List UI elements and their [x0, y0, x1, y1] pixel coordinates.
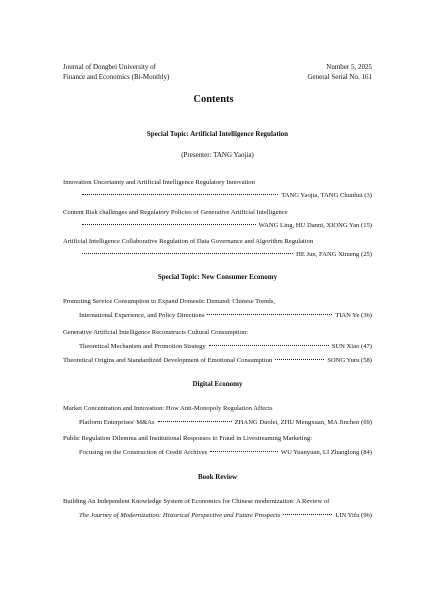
issue-info: [307, 62, 372, 82]
article-title[interactable]: Innovation Uncertainty and Artificial Intelligence Regulatory Innovation: [63, 179, 255, 186]
article-title-cont[interactable]: The Journey of Modernization: Historical Perspective and Future Prospects: [79, 512, 281, 519]
article-title-cont[interactable]: Platform Enterprises' M&As: [79, 419, 155, 426]
dot-leader: [207, 313, 332, 315]
toc-entry: [79, 312, 372, 319]
dot-leader: [82, 223, 256, 225]
article-title-cont[interactable]: Theoretical Mechanism and Promotion Strategy: [79, 343, 206, 350]
article-title[interactable]: Market Concentration and Innovation: How Anti-Monopoly Regulation Affects: [63, 405, 273, 412]
article-title[interactable]: Promoting Service Consumption to Expand Domestic Demand: Chinese Trends,: [63, 298, 275, 305]
article-authors: SUN Xiao (47): [331, 343, 372, 350]
dot-leader: [283, 513, 332, 515]
dot-leader: [210, 450, 278, 452]
toc-entry: [79, 251, 372, 258]
journal-name: [63, 62, 169, 82]
article-authors: ZHANG Duolei, ZHU Mengxuan, MA Jinchen (69): [234, 419, 372, 426]
article-authors: WANG Ling, HU Danni, XIONG Yan (15): [258, 222, 372, 229]
toc-entry: [79, 343, 372, 350]
dot-leader: [82, 252, 293, 254]
journal-name-line1: Journal of Dongbei University of: [63, 63, 156, 71]
toc-entry: [79, 192, 372, 199]
toc-entry: [79, 419, 372, 426]
section-heading-book-review: Book Review: [197, 473, 238, 481]
article-title[interactable]: Generative Artificial Intelligence Reconstructs Cultural Consumption:: [63, 329, 249, 336]
article-title[interactable]: Public Regulation Dilemma and Institutional Responses to Fraud in Livestreaming Marketing:: [63, 435, 313, 442]
article-authors: TANG Yaojia, TANG Chunhui (3): [281, 192, 372, 199]
section-heading-ai-regulation: Special Topic: Artificial Intelligence Regulation: [146, 130, 289, 138]
journal-name-line2: Finance and Economics (Bi-Monthly): [63, 73, 170, 81]
article-authors: LIN Yifu (96): [335, 512, 372, 519]
page-title: Contents: [193, 94, 234, 105]
toc-entry: [79, 449, 372, 456]
article-title[interactable]: Building An Independent Knowledge System of Economics for Chinese modernization: A Review of: [63, 498, 330, 505]
article-authors: TIAN Ye (36): [335, 312, 372, 319]
section-heading-digital-economy: Digital Economy: [192, 380, 243, 388]
issue-number: Number 5, 2025: [326, 63, 372, 71]
decorative-divider: [63, 114, 372, 118]
toc-entry: [79, 512, 372, 519]
article-authors: HE Jun, FANG Ximeng (25): [296, 251, 372, 258]
serial-number: General Serial No. 161: [307, 73, 372, 81]
article-title-cont[interactable]: International Experience, and Policy Directions: [79, 312, 205, 319]
article-title-cont[interactable]: Focusing on the Construction of Credit Archives: [79, 449, 208, 456]
dot-leader: [82, 193, 278, 195]
article-authors: WU Yuanyuan, LI Zhanglong (84): [280, 449, 372, 456]
dot-leader: [158, 420, 232, 422]
dot-leader: [275, 358, 324, 360]
section-presenter: (Presenter: TANG Yaojia): [181, 151, 254, 159]
section-heading-consumer-economy: Special Topic: New Consumer Economy: [157, 273, 278, 281]
toc-entry: [63, 357, 372, 364]
dot-leader: [209, 344, 329, 346]
article-title[interactable]: Artificial Intelligence Collaborative Regulation of Data Governance and Algorithm Regulation: [63, 238, 314, 245]
article-authors: SONG Yuru (58): [327, 357, 372, 364]
toc-entry: [79, 222, 372, 229]
article-title[interactable]: Content Risk challenges and Regulatory Policies of Generative Artificial Intelligence: [63, 209, 288, 216]
article-title[interactable]: Theoretical Origins and Standardized Development of Emotional Consumption: [63, 357, 273, 364]
